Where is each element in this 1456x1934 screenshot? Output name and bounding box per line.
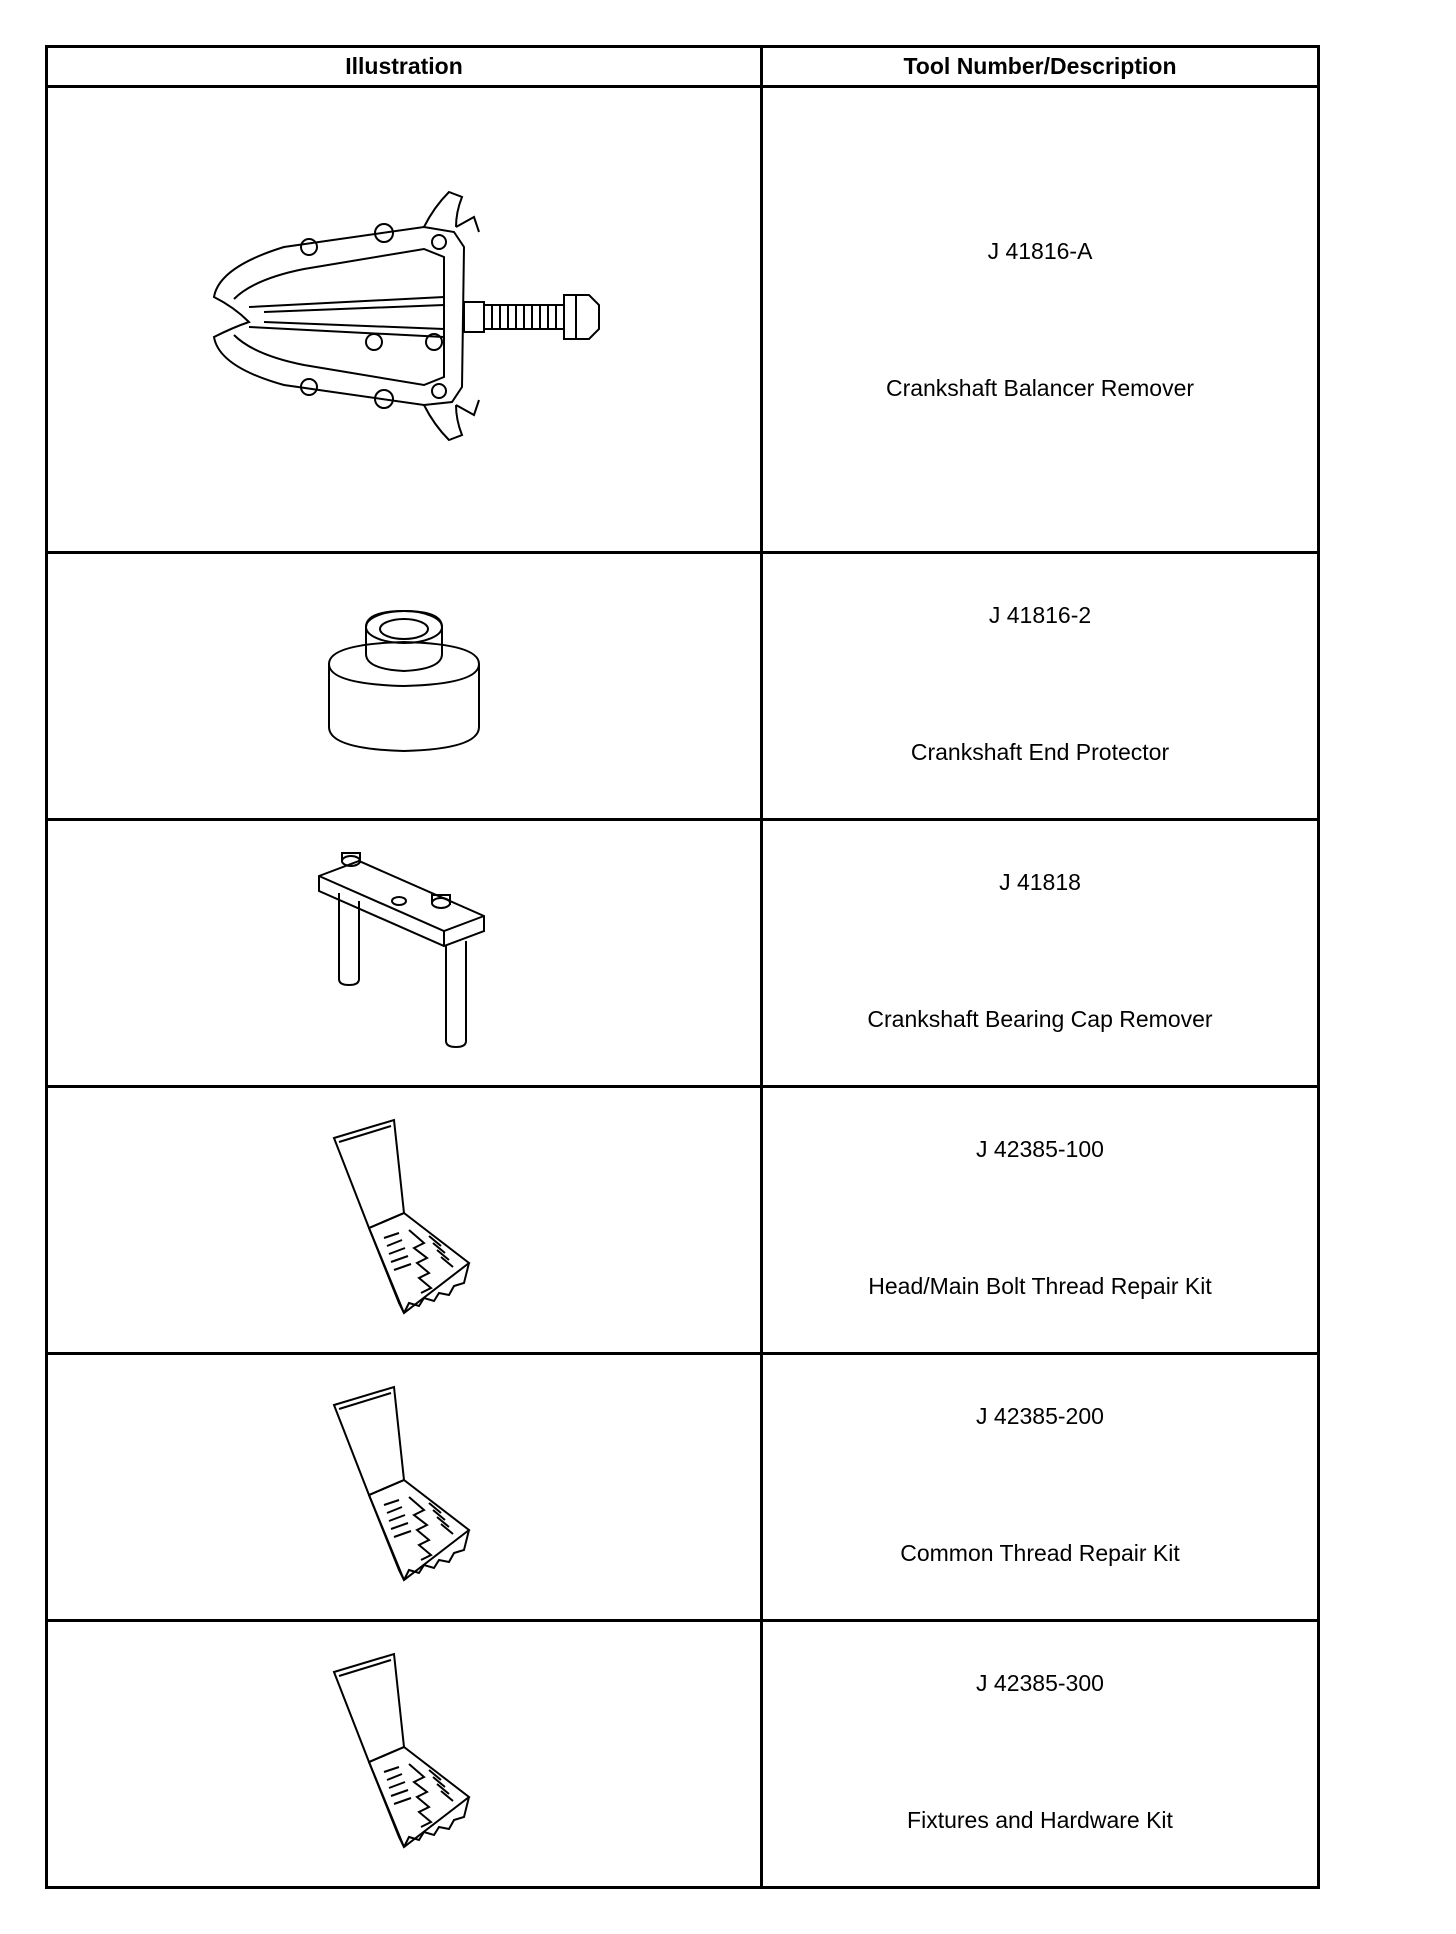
tool-description: Crankshaft Bearing Cap Remover — [867, 1006, 1213, 1032]
tool-number: J 42385-300 — [976, 1670, 1104, 1696]
illustration-cell — [47, 820, 762, 1087]
thread-repair-kit-icon — [329, 1652, 479, 1852]
illustration-cell — [47, 1621, 762, 1888]
header-illustration: Illustration — [47, 47, 762, 87]
illustration-cell — [47, 87, 762, 553]
header-tool-description: Tool Number/Description — [762, 47, 1319, 87]
illustration-cell — [47, 553, 762, 820]
bearing-cap-remover-icon — [314, 851, 494, 1051]
description-cell — [762, 1621, 1319, 1888]
tool-number: J 41816-A — [987, 238, 1093, 264]
illustration-cell — [47, 1087, 762, 1354]
tool-description: Crankshaft End Protector — [910, 739, 1170, 765]
illustration-cell — [47, 1354, 762, 1621]
tool-description: Head/Main Bolt Thread Repair Kit — [868, 1273, 1212, 1299]
description-cell — [762, 1354, 1319, 1621]
description-cell — [762, 87, 1319, 553]
tool-number: J 41816-2 — [988, 602, 1092, 628]
table-row — [47, 1087, 1319, 1354]
table-row — [47, 1621, 1319, 1888]
description-cell — [762, 820, 1319, 1087]
tool-description: Crankshaft Balancer Remover — [885, 375, 1195, 401]
thread-repair-kit-icon — [329, 1118, 479, 1318]
header-row — [47, 47, 1319, 87]
table-row — [47, 820, 1319, 1087]
tool-description: Common Thread Repair Kit — [900, 1540, 1180, 1566]
table-row — [47, 553, 1319, 820]
table-row — [47, 1354, 1319, 1621]
end-protector-icon — [324, 609, 484, 759]
tool-number: J 42385-200 — [976, 1403, 1104, 1429]
tool-number: J 41818 — [999, 869, 1081, 895]
tool-number: J 42385-100 — [976, 1136, 1104, 1162]
tool-description: Fixtures and Hardware Kit — [907, 1807, 1173, 1833]
description-cell — [762, 1087, 1319, 1354]
table-row — [47, 87, 1319, 553]
puller-icon — [194, 187, 614, 447]
tools-table — [45, 45, 1320, 1889]
thread-repair-kit-icon — [329, 1385, 479, 1585]
description-cell — [762, 553, 1319, 820]
